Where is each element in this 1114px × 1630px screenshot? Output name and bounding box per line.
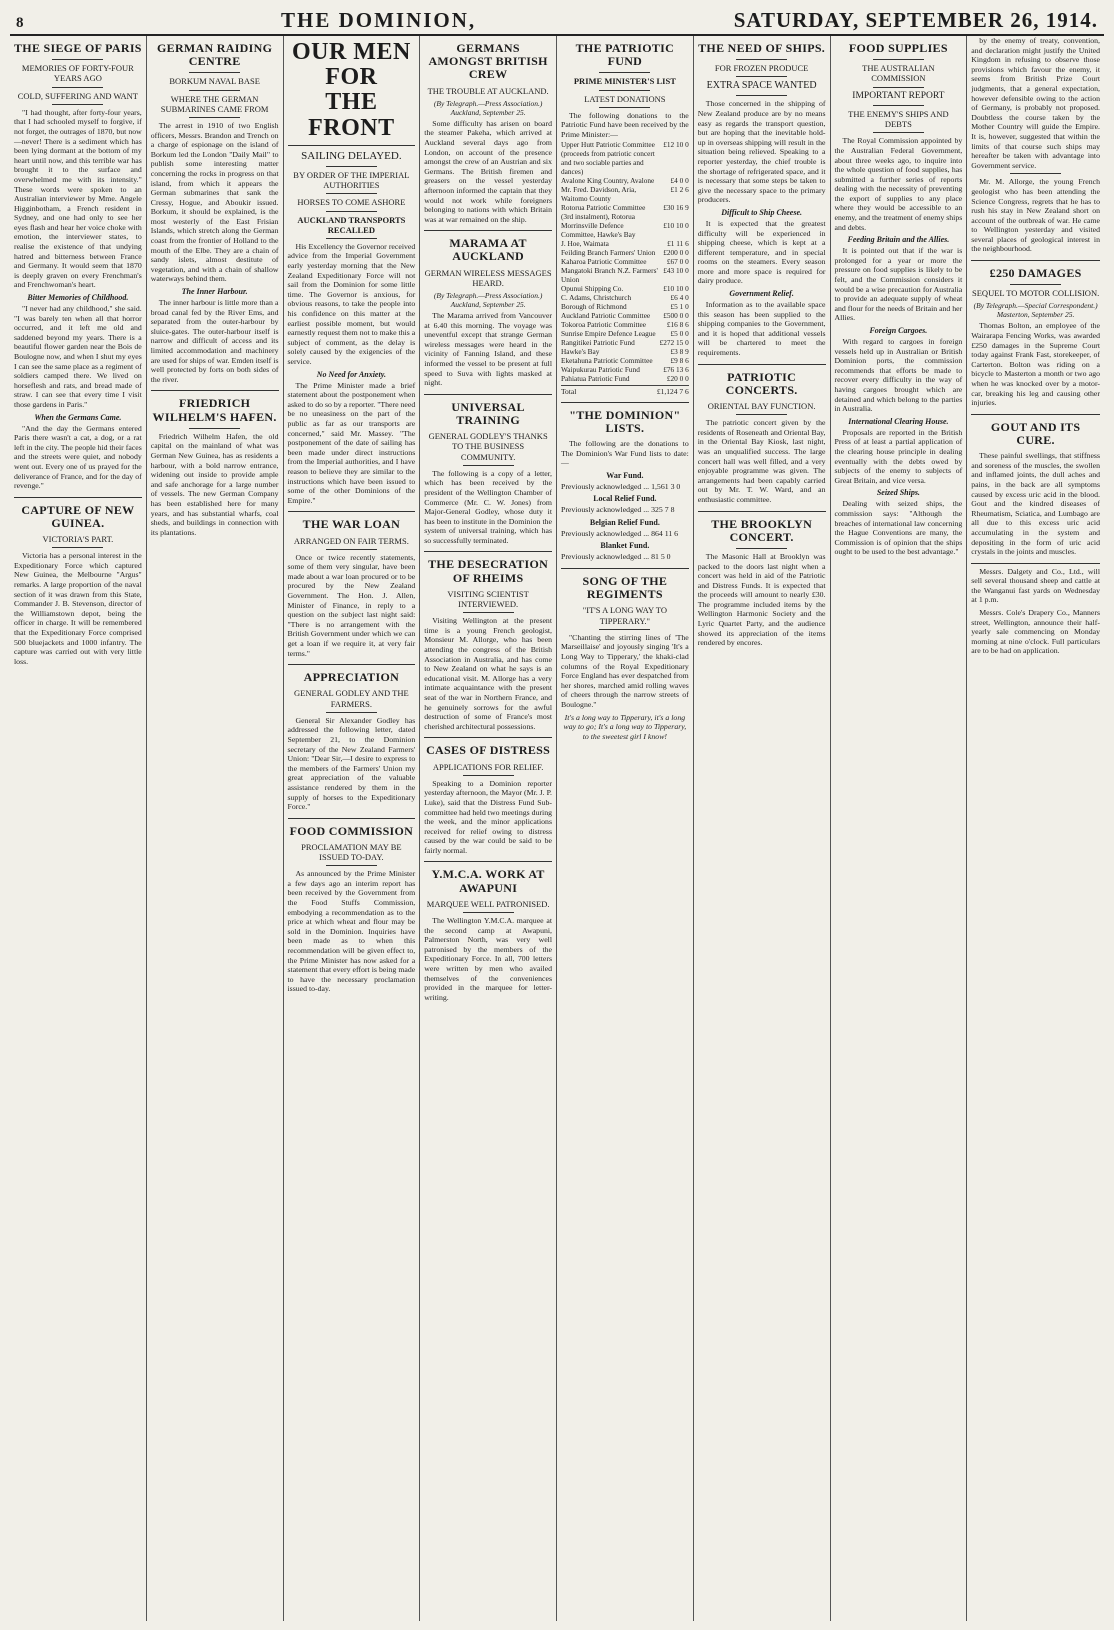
donation-row xyxy=(561,239,689,248)
column-7 xyxy=(831,36,968,1621)
divider xyxy=(424,551,552,552)
headline: UNIVERSAL TRAINING xyxy=(451,399,525,427)
donor-name: Feilding Branch Farmers' Union xyxy=(561,247,656,257)
article-body: The following are the donations to The Dominion's War Fund lists to date:— xyxy=(561,438,689,468)
headline: THE BROOKLYN CONCERT. xyxy=(711,516,813,544)
column-6 xyxy=(694,36,831,1621)
article-brooklyn-concert xyxy=(698,518,826,648)
article-body: Speaking to a Dominion reporter yesterday afternoon, the Mayor (Mr. J. P. Luke), said that the Distress Fund Sub-committee had held two meetings during the week, and the minor applications received for relief owing to distress caused by the war could be said to be fairly normal. xyxy=(424,778,553,855)
article-body: The Prime Minister made a brief statement about the postponement when asked to do so by a reporter. "There need be no uneasiness on the part of the public as far as our transports are concerned," said Mr. Massey. "The postponement of the date of sailing has been made under direct instructions from the Imperial authorities, and I have reason to believe they are similar to the instructions which have been issued to some of the other Dominions of the Empire." xyxy=(287,380,416,505)
article-food-supplies xyxy=(835,42,963,557)
donation-row xyxy=(561,248,689,257)
donation-amount: £3 8 9 xyxy=(670,346,689,356)
subhead: MARQUEE WELL PATRONISED. xyxy=(426,898,550,909)
divider xyxy=(288,818,416,819)
headline: "THE DOMINION" LISTS. xyxy=(569,407,681,435)
subhead: ARRANGED ON FAIR TERMS. xyxy=(293,535,409,546)
donation-row xyxy=(561,302,689,311)
headline-line: OUR MEN FOR xyxy=(291,39,411,91)
article-body: Victoria has a personal interest in the Expeditionary Force which captured New Guinea, the Melbourne "Argus" remarks. A large proportion of the naval section of it was drawn from this State, Commander J. B. Stevenson, director of the Williamstown depot, being the officer in charge. It will be remembered that the Expeditionary Force comprised 500 bluejackets and 1000 infantry. The capture was carried out with very little loss. xyxy=(14,551,142,666)
divider xyxy=(736,76,787,77)
column-2 xyxy=(147,36,284,1621)
subhead: EXTRA SPACE WANTED xyxy=(706,80,817,92)
divider xyxy=(971,414,1100,415)
article-body: With regard to cargoes in foreign vessels held up in Australian or British Dominion ports, the commission recommends that efforts be made to recover every difficulty in the way of having cargoes brought which are detained and which belong to the parties in Australia. xyxy=(834,337,963,414)
headline: CAPTURE OF NEW GUINEA. xyxy=(21,502,135,530)
main-headline xyxy=(288,40,416,146)
donor-name: Opunui Shipping Co. xyxy=(561,283,624,293)
subhead: MEMORIES OF FORTY-FOUR YEARS AGO xyxy=(21,63,134,84)
divider xyxy=(14,497,142,498)
headline: FRIEDRICH WILHELM'S HAFEN. xyxy=(152,396,277,424)
divider xyxy=(326,166,377,167)
donation-row xyxy=(561,176,689,185)
donations-table xyxy=(561,140,689,383)
headline: FOOD SUPPLIES xyxy=(848,41,948,55)
dateline: (By Telegraph.—Special Correspondent.) Masterton, September 25. xyxy=(973,301,1098,320)
donation-row xyxy=(561,140,689,176)
subhead: VICTORIA'S PART. xyxy=(42,534,114,545)
donation-row xyxy=(561,365,689,374)
divider xyxy=(52,547,103,548)
divider xyxy=(189,90,240,91)
divider xyxy=(873,132,924,133)
article-dominion-lists xyxy=(561,409,689,563)
headline: THE PATRIOTIC FUND xyxy=(575,41,675,69)
divider xyxy=(971,260,1100,261)
article-war-loan xyxy=(288,518,416,658)
donor-name: Hawke's Bay xyxy=(561,346,600,356)
divider xyxy=(288,664,416,665)
headline: THE SIEGE OF PARIS xyxy=(14,41,142,55)
subhead: FOR FROZEN PRODUCE xyxy=(714,63,809,74)
divider xyxy=(52,87,103,88)
donation-row xyxy=(561,311,689,320)
sidehead: Blanket Fund. xyxy=(600,541,650,551)
article-our-men-for-the-front xyxy=(288,40,416,505)
sidehead: Bitter Memories of Childhood. xyxy=(27,293,129,303)
article-capture-new-guinea xyxy=(14,504,142,667)
headline: PATRIOTIC CONCERTS. xyxy=(725,369,798,397)
divider xyxy=(736,59,787,60)
total-amount: £1,124 7 6 xyxy=(656,386,689,396)
donation-amount: £20 0 0 xyxy=(666,373,689,383)
divider xyxy=(599,629,650,630)
dateline: (By Telegraph.—Press Association.) Auckland, September 25. xyxy=(433,98,543,117)
headline: GOUT AND ITS CURE. xyxy=(990,419,1081,447)
divider xyxy=(698,511,826,512)
subhead: BY ORDER OF THE IMPERIAL AUTHORITIES xyxy=(293,169,410,191)
donation-row xyxy=(561,203,689,221)
donation-amount: £16 8 6 xyxy=(666,319,689,329)
donor-name: C. Adams, Christchurch xyxy=(561,292,632,302)
divider xyxy=(189,117,240,118)
divider xyxy=(736,414,787,415)
sidehead: Belgian Relief Fund. xyxy=(589,517,660,527)
divider xyxy=(52,59,103,60)
donation-amount: £5 0 0 xyxy=(670,328,689,338)
divider xyxy=(599,90,650,91)
subhead: LATEST DONATIONS xyxy=(584,93,666,104)
divider xyxy=(151,390,279,391)
donation-amount: £1 2 6 xyxy=(670,184,689,194)
divider xyxy=(873,59,924,60)
headline: GERMAN RAIDING CENTRE xyxy=(157,41,273,69)
article-body: It is expected that the greatest difficulty will be experienced in shipping cheese, which is kept at a different temperature, and in special rooms on the steamers. Every season more and more space is required for dairy produce. xyxy=(697,218,826,286)
donor-name: Tokoroa Patriotic Committee xyxy=(561,319,647,329)
donor-name: Waipukurau Patriotic Fund xyxy=(561,364,640,374)
article-body: General Sir Alexander Godley has addressed the following letter, dated September 21, to the Dominion secretary of the New Zealand Farmers' Union: "Dear Sir,—I desire to express to the members of the Farmers' Union my great appreciation of the valuable assistance rendered by them in the supply of horses to the Expeditionary Force." xyxy=(287,715,416,812)
column-3 xyxy=(284,36,421,1621)
donation-amount: £200 0 0 xyxy=(663,247,689,257)
fund-line: Previously acknowledged ... 1,561 3 0 xyxy=(561,481,681,491)
subhead: THE ENEMY'S SHIPS AND DEBTS xyxy=(848,108,949,130)
article-body: "And the day the Germans entered Paris there wasn't a cat, a dog, or a rat left in the city. The people hid their faces and the streets were quiet, and nobody went out. Every one of us prayed for the deliverance of France, and for the day of revenge." xyxy=(14,423,142,491)
fund-line: Previously acknowledged ... 864 11 6 xyxy=(561,528,679,538)
headline: GERMANS AMONGST BRITISH CREW xyxy=(428,41,548,82)
dateline: (By Telegraph.—Press Association.) Auckland, September 25. xyxy=(433,291,543,310)
donor-name: Avalone King Country, Avalone xyxy=(561,175,655,185)
donation-row xyxy=(561,293,689,302)
sidehead: Difficult to Ship Cheese. xyxy=(721,207,802,217)
subhead: ORIENTAL BAY FUNCTION. xyxy=(707,401,816,411)
divider xyxy=(971,563,1100,564)
article-notices xyxy=(971,567,1100,656)
subhead: "IT'S A LONG WAY TO TIPPERARY." xyxy=(582,605,667,626)
donation-row xyxy=(561,356,689,365)
article-body: Friedrich Wilhelm Hafen, the old capital on the mainland of what was German New Guinea, has as residents a harbour, with a bold narrow entrance, widening out inside to provide ample and safe anchorage for a large number of vessels. The new German Company has been established here for many years, and has substantial wharfs, coal sheds, and buildings in connection with its plantations. xyxy=(150,431,279,537)
headline: MARAMA AT AUCKLAND xyxy=(449,236,527,264)
subhead: SEQUEL TO MOTOR COLLISION. xyxy=(972,288,1100,299)
donation-row xyxy=(561,221,689,239)
subhead: HORSES TO COME ASHORE xyxy=(297,197,406,208)
article-body: The Royal Commission appointed by the Australian Federal Government, about three weeks ago, to inquire into the whole question of food supplies, has submitted a further series of reports dealing with the necessity of preventing the export of supplies to any place where they would be accessible to an enemy, and the treatment of enemy ships and debts. xyxy=(834,136,963,232)
sidehead: Foreign Cargoes. xyxy=(869,326,928,336)
article-body: Thomas Bolton, an employee of the Wairarapa Fencing Works, was awarded £250 damages in the Supreme Court today against Frank Fast, storekeeper, of Carterton. Bolton was riding on a bicycle to Masterton a month or two ago when he was knocked over by a motor-car, breaking his leg and causing other injuries. xyxy=(971,321,1100,408)
article-body: by the enemy of treaty, convention, and declaration might justify the United Kingdom in refusing to observe those provisions which favour the enemy, it seems from British Prize Court judgments, that a general expectation, however defensible owing to the action of Germany, is probably not proposed. Doubtless the course taken by the Mother Country will guide the Empire. It is, however, suggested that within the limits of that course such ships may hereafter be taken with advantage into Government service. xyxy=(971,36,1100,170)
donor-name: Rangitikei Patriotic Fund xyxy=(561,337,635,347)
article-body: Information as to the available space this season has been supplied to the shipping companies to the Government, and it is hoped that additional vessels will be chartered to meet the requirements. xyxy=(697,300,826,358)
donor-name: Sunrise Empire Defence League xyxy=(561,328,656,338)
newspaper-title: THE DOMINION, xyxy=(281,8,477,32)
donor-name: Pahiatua Patriotic Fund xyxy=(561,373,630,383)
article-patriotic-concerts xyxy=(698,371,826,505)
article-food-commission xyxy=(288,825,416,994)
donation-amount: £10 10 0 xyxy=(663,283,689,293)
article-body: These painful swellings, that stiffness and soreness of the muscles, the swollen and inflamed joints, the dull aches and pains, in the back are all symptoms caused by excess uric acid in the blood. Gout and the kindred diseases of Rheumatism, Sciatica, and Lumbago are all due to this excess uric acid accumulating in the system and depositing in the form of uric acid crystals in the joints and muscles. xyxy=(971,451,1100,557)
sidehead: Local Relief Fund. xyxy=(593,494,657,504)
divider xyxy=(326,193,377,194)
article-body: Messrs. Dalgety and Co., Ltd., will sell several thousand sheep and cattle at the Wanganui fast yards on Wednesday at 1 p.m. xyxy=(971,566,1100,605)
subhead: THE TROUBLE AT AUCKLAND. xyxy=(427,85,549,96)
subhead: BORKUM NAVAL BASE xyxy=(169,76,260,87)
article-body: The patriotic concert given by the residents of Roseneath and Oriental Bay, in the Oriental Bay Kiosk, last night, was an unqualified success. The large concert hall was well filled, and a very enjoyable programme was given. The arrangements had been capably carried out by Mr. T. W. Ward, and an enthusiastic committee. xyxy=(697,418,826,504)
headline: £250 DAMAGES xyxy=(989,266,1082,281)
donation-amount: £5 1 0 xyxy=(670,301,689,311)
subhead: APPLICATIONS FOR RELIEF. xyxy=(432,761,544,772)
columns xyxy=(10,36,1104,1621)
donation-amount: £43 10 0 xyxy=(663,265,689,275)
donor-name: Kaharoa Patriotic Committee xyxy=(561,256,647,266)
divider xyxy=(463,912,514,913)
donor-name: Upper Hutt Patriotic Committee (proceeds from patriotic concert and two sociable parties and dances) xyxy=(561,139,655,176)
article-body: Some difficulty has arisen on board the steamer Pakeha, which arrived at Auckland several days ago from London, on account of the presence amongst the crew of an Austrian and six Germans. The British firemen and greasers on the vessel yesterday afternoon informed the captain that they would not work while foreigners belonging to nations with which Britain was at war remained on the ship. xyxy=(424,118,552,224)
divider xyxy=(599,107,650,108)
divider xyxy=(561,402,689,403)
sidehead: Seized Ships. xyxy=(876,488,920,498)
article-body: Dealing with seized ships, the commission says: "Although the breaches of international law concerning the Hague Conventions are many, the Commission is of opinion that the ships ought to be used to the best advantage." xyxy=(834,499,963,557)
article-body: The following is a copy of a letter, which has been received by the president of the Wellington Chamber of Commerce (Mr. C. W. Jones) from Major-General Godley, whose duty it has been to institute in the Dominion the system of universal training, which has so successfully terminated. xyxy=(424,468,552,545)
column-8 xyxy=(967,36,1104,1621)
donation-amount: £500 0 0 xyxy=(663,310,689,320)
divider xyxy=(326,865,377,866)
article-body: The following donations to the Patriotic Fund have been received by the Prime Minister:— xyxy=(561,110,689,139)
subhead: VISITING SCIENTIST INTERVIEWED. xyxy=(447,588,529,610)
divider xyxy=(424,394,552,395)
donation-amount: £6 4 0 xyxy=(670,292,689,302)
article-appreciation xyxy=(288,671,416,812)
headline: CASES OF DISTRESS xyxy=(426,743,551,758)
subhead: PROCLAMATION MAY BE ISSUED TO-DAY. xyxy=(301,841,402,863)
total-label: Total xyxy=(561,386,577,396)
article-body: It is pointed out that if the war is prolonged for a year or more the pressure on food supplies is likely to be felt, and the Commission considers it would be a wise precaution for Australia to provide an adequate supply of wheat and flour for the needs of Britain and her Allies. xyxy=(834,246,963,323)
divider xyxy=(326,211,377,212)
article-body: Mr. M. Allorge, the young French geologist who has been attending the Science Congress, regrets that he has to rush his stay in New Zealand short on account of the outbreak of war. He came to Wellington yesterday and visited several places of geological interest in the neighbourhood. xyxy=(971,177,1100,254)
sidehead: War Fund. xyxy=(606,470,644,480)
article-german-raiding-centre xyxy=(151,42,279,384)
donation-row xyxy=(561,320,689,329)
donor-name: Mr. Fred. Davidson, Aria, Waitomo County xyxy=(561,184,637,203)
column-4 xyxy=(420,36,557,1621)
donation-row xyxy=(561,266,689,284)
article-desecration-rheims xyxy=(424,558,552,731)
chorus-text: It's a long way to Tipperary, it's a long way to go; It's a long way to Tipperary, to the sweetest girl I know! xyxy=(563,712,687,741)
donation-row xyxy=(561,338,689,347)
donation-amount: £1 11 6 xyxy=(667,238,689,248)
fund-line: Previously acknowledged ... 325 7 8 xyxy=(561,505,675,515)
subhead: THE AUSTRALIAN COMMISSION xyxy=(862,63,935,84)
divider xyxy=(1010,173,1062,174)
subhead: GENERAL GODLEY'S THANKS TO THE BUSINESS COMMUNITY. xyxy=(428,431,548,462)
headline: THE DESECRATION OF RHEIMS xyxy=(428,557,549,585)
article-need-of-ships xyxy=(698,42,826,358)
donation-row xyxy=(561,185,689,203)
donation-row xyxy=(561,329,689,338)
article-body: Messrs. Cole's Drapery Co., Manners street, Wellington, announce their half-yearly sale commencing on Monday morning at nine o'clock. Full particulars are to be had on application. xyxy=(971,608,1100,656)
article-cases-of-distress xyxy=(424,744,552,855)
article-body: His Excellency the Governor received advice from the Imperial Government early yesterday morning that the New Zealand Expeditionary Force will not sail from the Dominion for some little time. The Governor is anxious, for obvious reasons, to take the people into his confidence on this matter at the earliest possible moment, but would earnestly request them not to make this a subject of comment, as the delay is solely caused by the exigencies of the service. xyxy=(287,241,416,366)
article-body: The inner harbour is little more than a broad canal fed by the River Ems, and separated from the outer-harbour by sluice-gates. The outer-harbour itself is narrow and difficult of access and its limited accommodation and machinery are used for ships of war. Emden itself is well protected by forts on both sides of the river. xyxy=(150,298,279,384)
article-patriotic-fund xyxy=(561,42,689,396)
article-body: As announced by the Prime Minister a few days ago an interim report has been received by the Government from the Food Stuffs Commission, embodying a recommendation as to the price at which wheat and flour may be sold in the Dominion. Inquiries have been made as to when this recommendation will be given effect to, the Prime Minister has now asked for a statement that every effort is being made to have the necessary proclamation issued to-day. xyxy=(287,869,416,994)
divider xyxy=(288,511,416,512)
donation-amount: £30 16 9 xyxy=(663,202,689,212)
divider xyxy=(463,465,514,466)
column-1 xyxy=(10,36,147,1621)
divider xyxy=(463,612,514,613)
subhead: GERMAN WIRELESS MESSAGES HEARD. xyxy=(424,267,552,288)
sidehead: Feeding Britain and the Allies. xyxy=(847,235,950,245)
article-germans-british-crew xyxy=(424,42,552,224)
divider xyxy=(698,364,826,365)
donation-amount: £12 10 0 xyxy=(663,139,689,149)
article-body: Proposals are reported in the British Press of at least a partial application of the clearing house principle in dealing eventually with the debts owed by subjects of the enemy to subjects of Great Britain, and vice versa. xyxy=(834,427,963,485)
donor-name: J. Hoe, Waimata xyxy=(561,238,609,248)
divider xyxy=(873,87,924,88)
headline: THE NEED OF SHIPS. xyxy=(698,41,826,55)
divider xyxy=(326,238,377,239)
headline: APPRECIATION xyxy=(303,670,400,685)
article-body: "Chanting the stirring lines of 'The Marseillaise' and joyously singing 'It's a Long Way to Tipperary,' the khaki-clad columns of the Royal Expeditionary Force England has ever despatched from her shores, marched amid rolling waves of cheers through the narrow streets of Boulogne." xyxy=(561,632,689,709)
donor-name: Mangatoki Branch N.Z. Farmers' Union xyxy=(561,265,658,284)
headline: Y.M.C.A. WORK AT AWAPUNI xyxy=(431,867,545,895)
donor-name: Eketahuna Patriotic Committee xyxy=(561,355,653,365)
donation-amount: £4 0 0 xyxy=(670,175,689,185)
article-body: The Wellington Y.M.C.A. marquee at the second camp at Awapuni, Palmerston North, was very well patronised by the members of the Expeditionary Force. In all, 700 letters were written by men who availed themselves of the conveniences provided in the marquee for letter-writing. xyxy=(424,916,552,1002)
fund-line: Previously acknowledged ... 81 5 0 xyxy=(561,552,671,562)
subhead: WHERE THE GERMAN SUBMARINES CAME FROM xyxy=(160,93,269,114)
divider xyxy=(52,104,103,105)
article-250-damages xyxy=(971,267,1100,408)
article-body: Once or twice recently statements, some of them very singular, have been made about a war loan procured or to be procured by the New Zealand Government. The Hon. J. Allen, Minister of Finance, in reply to a question on the subject last night said: "There is no arrangement with the British Government under which we can get a loan if we require it, at very fair terms." xyxy=(287,552,416,658)
sidehead: No Need for Anxiety. xyxy=(316,369,386,379)
donations-total xyxy=(561,385,689,396)
divider xyxy=(1010,284,1062,285)
article-body: Those concerned in the shipping of New Zealand produce are by no means easy as regards the transport question, but are hoping that the inevitable hold-up in overseas shipping will result in the situation being relieved. Speaking to a reporter yesterday, the chief trouble is the shortage of refrigerated space, and it is necessary that some steps be taken to give the necessary space to the primary producers. xyxy=(697,99,826,205)
donation-row xyxy=(561,257,689,266)
article-body: The arrest in 1910 of two English officers, Messrs. Brandon and Trench on a charge of espionage on the island of Borkum led the London "Daily Mail" to publish some interesting matter concerning the rocks in progress on that island, from which it appears the German submarines that sank the Cressy, Hogue, and Aboukir issued. Borkum, it should be explained, is the most westerly of the East Frisian Islands, which stretch along the German coast from the frontier of Holland to the mouth of the Elbe. They are a chain of sandy islets, almost destitute of vegetation, and with a chain of shallow waterways behind them. xyxy=(150,120,279,284)
sidehead: When the Germans Came. xyxy=(34,412,122,422)
divider xyxy=(873,105,924,106)
headline-line: THE FRONT xyxy=(308,89,395,141)
article-body: The Masonic Hall at Brooklyn was packed to the doors last night when a concert was held in aid of the Patriotic and Distress Funds. It is expected that the proceeds will amount to nearly £30. The programme included items by the Wellington Harmonic Society and the Lyric Quartet Party, and the audience showed its appreciation of the items rendered by encores. xyxy=(697,551,826,648)
article-food-supplies-continued xyxy=(971,36,1100,254)
subhead: PRIME MINISTER'S LIST xyxy=(573,76,676,87)
donation-amount: £76 13 6 xyxy=(663,364,689,374)
article-body: Visiting Wellington at the present time is a young French geologist, Monsieur M. Allorge, who has been attending the congress of the British Association in Australia, and has come to New Zealand on what he says is an educational visit. M. Allorge has a very intimate acquaintance with the present seat of the war in Northern France, and he genuinely sorrows for the awful destruction of some of France's most cherished architectural possessions. xyxy=(424,616,552,731)
donor-name: Rotorua Patriotic Committee (3rd instalment), Rotorua xyxy=(561,202,646,221)
donation-amount: £67 0 0 xyxy=(666,256,689,266)
headline: THE WAR LOAN xyxy=(302,517,401,532)
subhead: GENERAL GODLEY AND THE FARMERS. xyxy=(294,688,409,709)
donor-name: Auckland Patriotic Committee xyxy=(561,310,651,320)
subhead: COLD, SUFFERING AND WANT xyxy=(17,90,139,101)
article-body: The Marama arrived from Vancouver at 6.40 this morning. The voyage was uneventful except that strange German wireless messages were heard in the vicinity of Fanning Island, and these informed the vessel to be present at full speed to Suva with lights masked at night. xyxy=(424,311,552,388)
divider xyxy=(326,712,377,713)
subhead: IMPORTANT REPORT xyxy=(852,90,945,101)
headline: SONG OF THE REGIMENTS xyxy=(582,574,668,602)
divider xyxy=(463,775,514,776)
sidehead: Government Relief. xyxy=(729,289,794,299)
issue-date: SATURDAY, SEPTEMBER 26, 1914. xyxy=(733,8,1098,32)
divider xyxy=(424,230,552,231)
donation-row xyxy=(561,347,689,356)
page-number: 8 xyxy=(16,15,24,31)
sidehead: The Inner Harbour. xyxy=(181,287,248,297)
donation-row xyxy=(561,374,689,383)
subhead: AUCKLAND TRANSPORTS RECALLED xyxy=(297,214,406,235)
headline: FOOD COMMISSION xyxy=(289,823,414,838)
donation-amount: £9 8 6 xyxy=(670,355,689,365)
divider xyxy=(424,861,552,862)
article-gout-cure xyxy=(971,421,1100,557)
divider xyxy=(424,737,552,738)
article-body: "I never had any childhood," she said. "I was barely ten when all that horror occurred, and it left me old and saddened beyond my years. There is a beautiful flower garden near the Bois de Boulogne now, and when I shut my eyes I can see the same place as a regiment of soldiers camped there. We lived on horseflesh and rats, and bread made of straw. I can see that every time I visit those gardens in Paris." xyxy=(14,304,142,409)
article-universal-training xyxy=(424,401,552,546)
article-marama-auckland xyxy=(424,237,552,388)
donor-name: Morrinsville Defence Committee, Hawke's Bay xyxy=(561,220,636,239)
donation-amount: £10 10 0 xyxy=(663,220,689,230)
article-body: "I had thought, after forty-four years, that I had schooled myself to forgive, if not forget, the outrages of 1870, but now—never! There is a sediment which has been lying dormant at the bottom of my heart until now, and this terrible war has brought it to the surface and overwhelmed me with its intensity." These words were spoken to an Australian interviewer by Mme. Angele Higginbotham, a French resident in Sydney, and one had only to see her eyes flash and hear her voice choke with emotion, the interviewer states, to realise the existence of that undying hatred and bitterness between France and Germany. It would seem that 1870 is deeply graven on every Frenchman's and Frenchwoman's heart. xyxy=(14,107,142,290)
column-5 xyxy=(557,36,694,1621)
divider xyxy=(599,72,650,73)
article-ymca-awapuni xyxy=(424,868,552,1002)
divider xyxy=(326,549,377,550)
subhead: SAILING DELAYED. xyxy=(301,149,402,162)
donation-row xyxy=(561,284,689,293)
donation-amount: £272 15 0 xyxy=(659,337,689,347)
divider xyxy=(561,568,689,569)
article-friedrich-wilhelm-hafen xyxy=(151,397,279,537)
masthead xyxy=(10,6,1104,36)
donor-name: Borough of Richmond xyxy=(561,301,627,311)
article-siege-of-paris xyxy=(14,42,142,491)
divider xyxy=(189,72,240,73)
sidehead: International Clearing House. xyxy=(848,416,949,426)
divider xyxy=(189,428,240,429)
article-song-of-regiments xyxy=(561,575,689,741)
divider xyxy=(736,548,787,549)
divider xyxy=(736,95,787,96)
